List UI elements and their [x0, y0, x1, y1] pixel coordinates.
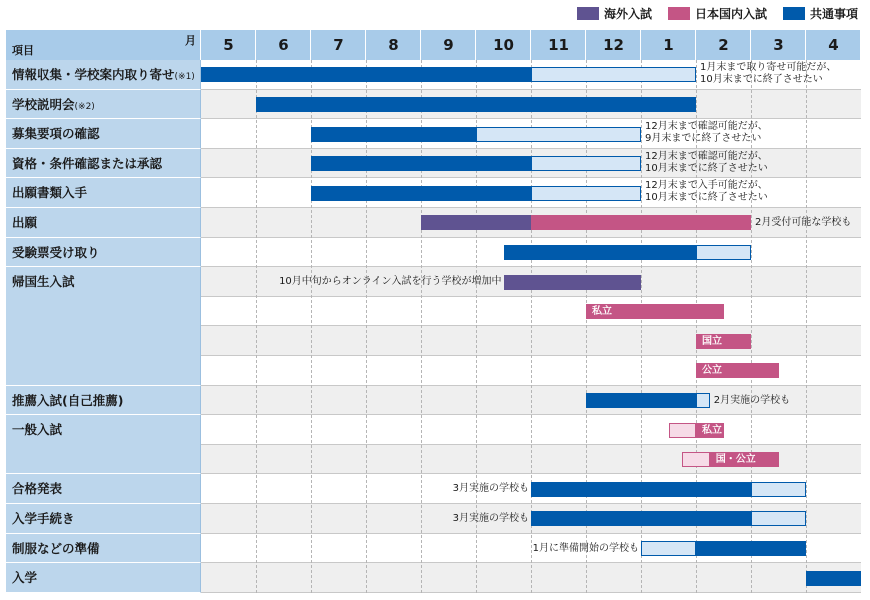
schedule-bar [311, 156, 531, 171]
row-label-note: (※1) [174, 72, 195, 82]
row-label-text: 入学手続き [12, 511, 75, 526]
row-label-text: 資格・条件確認または承認 [12, 155, 163, 171]
row-label-cell [6, 60, 201, 90]
row-label [6, 504, 75, 533]
row-label-cell [6, 386, 201, 416]
row-label-text: 制服などの準備 [12, 540, 100, 556]
header-corner [6, 30, 201, 60]
bar-note: 2月実施の学校も [713, 394, 791, 406]
schedule-bar [476, 127, 641, 142]
bar-note: 1月末まで取り寄せ可能だが、 [700, 62, 837, 73]
schedule-bar [669, 423, 697, 438]
month-label: 5 [223, 36, 234, 54]
schedule-bar [806, 571, 861, 586]
bar-note: 10月末までに終了させたい [645, 192, 768, 204]
month-label: 10 [493, 36, 514, 54]
legend [561, 4, 858, 22]
row-label-note: (※2) [74, 101, 95, 112]
row-label-text: 帰国生入試 [12, 274, 75, 290]
schedule-bar [421, 215, 531, 230]
legend-label: 海外入試 [603, 6, 652, 21]
bar-note: 12月末まで確認可能だが、 [645, 121, 768, 133]
row-label-cell [6, 504, 201, 534]
month-label: 7 [333, 36, 344, 54]
schedule-bar [531, 156, 641, 171]
row-label-cell [6, 238, 201, 268]
schedule-bar [256, 97, 696, 112]
month-label: 1 [663, 36, 674, 54]
row-label-text: 受験票受け取り [12, 244, 100, 260]
row-label [6, 90, 95, 122]
legend-label: 日本国内入試 [694, 6, 767, 21]
bar-label: 公立 [702, 365, 722, 377]
row-label-text: 情報収集・学校案内取り寄せ [12, 67, 175, 82]
legend-swatch [668, 7, 690, 20]
schedule-bar [504, 245, 697, 260]
schedule-bar [586, 393, 696, 408]
row-label-cell [6, 267, 201, 385]
schedule-bar [531, 186, 641, 201]
row-label [6, 60, 195, 92]
bar-note: 9月末までに終了させたい [645, 133, 762, 145]
legend-swatch [783, 7, 805, 20]
row-label [6, 563, 37, 592]
row-label-text: 一般入試 [12, 422, 63, 438]
schedule-bar [696, 541, 806, 556]
schedule-bar [311, 127, 476, 142]
schedule-bar [641, 541, 696, 556]
row-label [6, 149, 162, 178]
row-label-cell [6, 90, 201, 120]
bar-label: 私立 [592, 306, 612, 318]
month-divider [806, 60, 807, 593]
row-label-text: 学校説明会 [12, 96, 75, 112]
row-label-text: 入学 [12, 570, 38, 586]
bar-label: 国立 [702, 335, 722, 347]
month-label: 4 [828, 36, 839, 54]
schedule-bar [531, 482, 751, 497]
row-label-cell [6, 149, 201, 179]
legend-item [577, 5, 652, 22]
row-label-text: 推薦入試(自己推薦) [12, 392, 124, 408]
schedule-bar [531, 215, 751, 230]
legend-item [783, 5, 858, 22]
month-label: 9 [443, 36, 454, 54]
schedule-bar [531, 511, 751, 526]
bar-note: 2月受付可能な学校も [755, 217, 852, 228]
legend-label: 共通事項 [809, 6, 858, 21]
row-label [6, 415, 62, 444]
row-label-cell [6, 534, 201, 564]
row-label-cell [6, 415, 201, 474]
row-label [6, 386, 123, 415]
schedule-bar [201, 67, 531, 82]
row-label [6, 534, 100, 563]
row-label-cell [6, 474, 201, 504]
month-label: 3 [773, 36, 784, 54]
row-label-text: 出願書類入手 [12, 185, 88, 201]
row-label-text: 出願 [12, 215, 38, 230]
month-label: 11 [548, 36, 569, 54]
row-label [6, 238, 100, 267]
bar-label: 私立 [702, 424, 722, 436]
schedule-bar [531, 67, 696, 82]
bar-label: 国・公立 [715, 454, 756, 466]
month-label: 6 [278, 36, 289, 54]
row-label-cell [6, 178, 201, 208]
row-label-cell [6, 119, 201, 149]
bar-note: 10月末までに終了させたい [700, 74, 823, 85]
header-item-label: 項目 [12, 44, 34, 57]
schedule-timeline [6, 30, 861, 594]
bar-note: 12月末まで確認可能だが、 [645, 150, 768, 162]
row-label [6, 119, 100, 148]
schedule-bar [682, 452, 710, 467]
row-label-text: 募集要項の確認 [12, 126, 100, 142]
row-label [6, 474, 62, 503]
schedule-bar [751, 511, 806, 526]
month-label: 8 [388, 36, 399, 54]
bar-note: 1月に準備開始の学校も [532, 542, 639, 554]
row-label-text: 合格発表 [12, 481, 63, 497]
row-label-cell [6, 563, 201, 593]
legend-swatch [577, 7, 599, 20]
row-label [6, 178, 87, 207]
schedule-bar [696, 245, 751, 260]
bar-note: 10月中旬からオンライン入試を行う学校が増加中 [279, 276, 502, 288]
row-label [6, 267, 75, 296]
schedule-bar [751, 482, 806, 497]
bar-note: 3月実施の学校も [452, 513, 529, 524]
row-label [6, 208, 37, 237]
schedule-bar [504, 275, 642, 290]
bar-note: 12月末まで入手可能だが、 [645, 180, 768, 192]
month-label: 12 [603, 36, 624, 54]
bar-note: 10月末までに終了させたい [645, 162, 768, 174]
month-label: 2 [718, 36, 729, 54]
month-divider [256, 60, 257, 593]
header-month-label: 月 [185, 34, 196, 47]
legend-item [668, 5, 767, 22]
schedule-bar [311, 186, 531, 201]
bar-note: 3月実施の学校も [452, 483, 529, 495]
row-label-cell [6, 208, 201, 238]
schedule-bar [696, 393, 710, 408]
